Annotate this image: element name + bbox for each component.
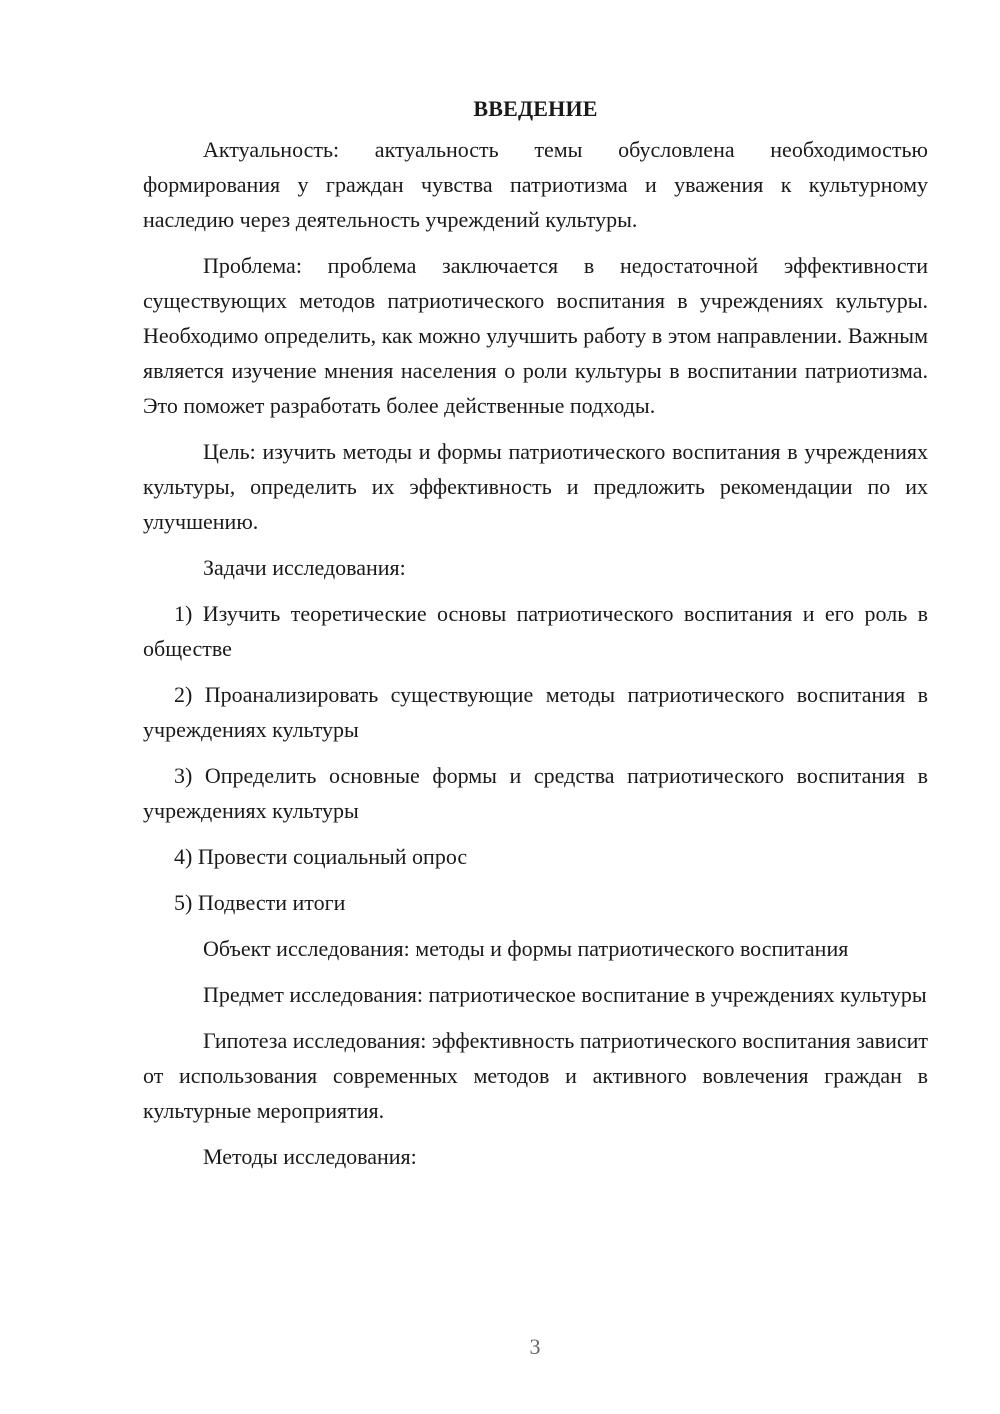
task-item: 2) Проанализировать существующие методы патриотического воспитания в учреждениях культуры	[143, 682, 928, 742]
task-item: 3) Определить основные формы и средства патриотического воспитания в учреждениях культуры	[143, 763, 928, 823]
goal-paragraph: Цель: изучить методы и формы патриотического воспитания в учреждениях культуры, определить их эффективность и предложить рекомендации по их улучшению.	[143, 439, 928, 534]
hypothesis-paragraph: Гипотеза исследования: эффективность патриотического воспитания зависит от использования современных методов и активного вовлечения граждан в культурные мероприятия.	[143, 1028, 928, 1123]
page-title: ВВЕДЕНИЕ	[473, 96, 598, 121]
page-number: 3	[529, 1334, 541, 1359]
task-item: 5) Подвести итоги	[174, 890, 346, 915]
page-body	[143, 92, 928, 1185]
task-item: 1) Изучить теоретические основы патриотического воспитания и его роль в обществе	[143, 601, 928, 661]
methods-heading: Методы исследования:	[203, 1144, 417, 1169]
tasks-heading: Задачи исследования:	[203, 555, 406, 580]
task-item: 4) Провести социальный опрос	[174, 844, 468, 869]
relevance-paragraph: Актуальность: актуальность темы обусловлена необходимостью формирования у граждан чувства патриотизма и уважения к культурному наследию через деятельность учреждений культуры.	[143, 137, 928, 232]
problem-paragraph: Проблема: проблема заключается в недостаточной эффективности существующих методов патриотического воспитания в учреждениях культуры. Необходимо определить, как можно улучшить работу в этом направлении. Важным является изучение мнения населения о роли культуры в воспитании патриотизма. Это поможет разработать более действенные подходы.	[143, 253, 928, 418]
object-paragraph: Объект исследования: методы и формы патриотического воспитания	[203, 936, 849, 961]
subject-paragraph: Предмет исследования: патриотическое воспитание в учреждениях культуры	[203, 982, 927, 1007]
